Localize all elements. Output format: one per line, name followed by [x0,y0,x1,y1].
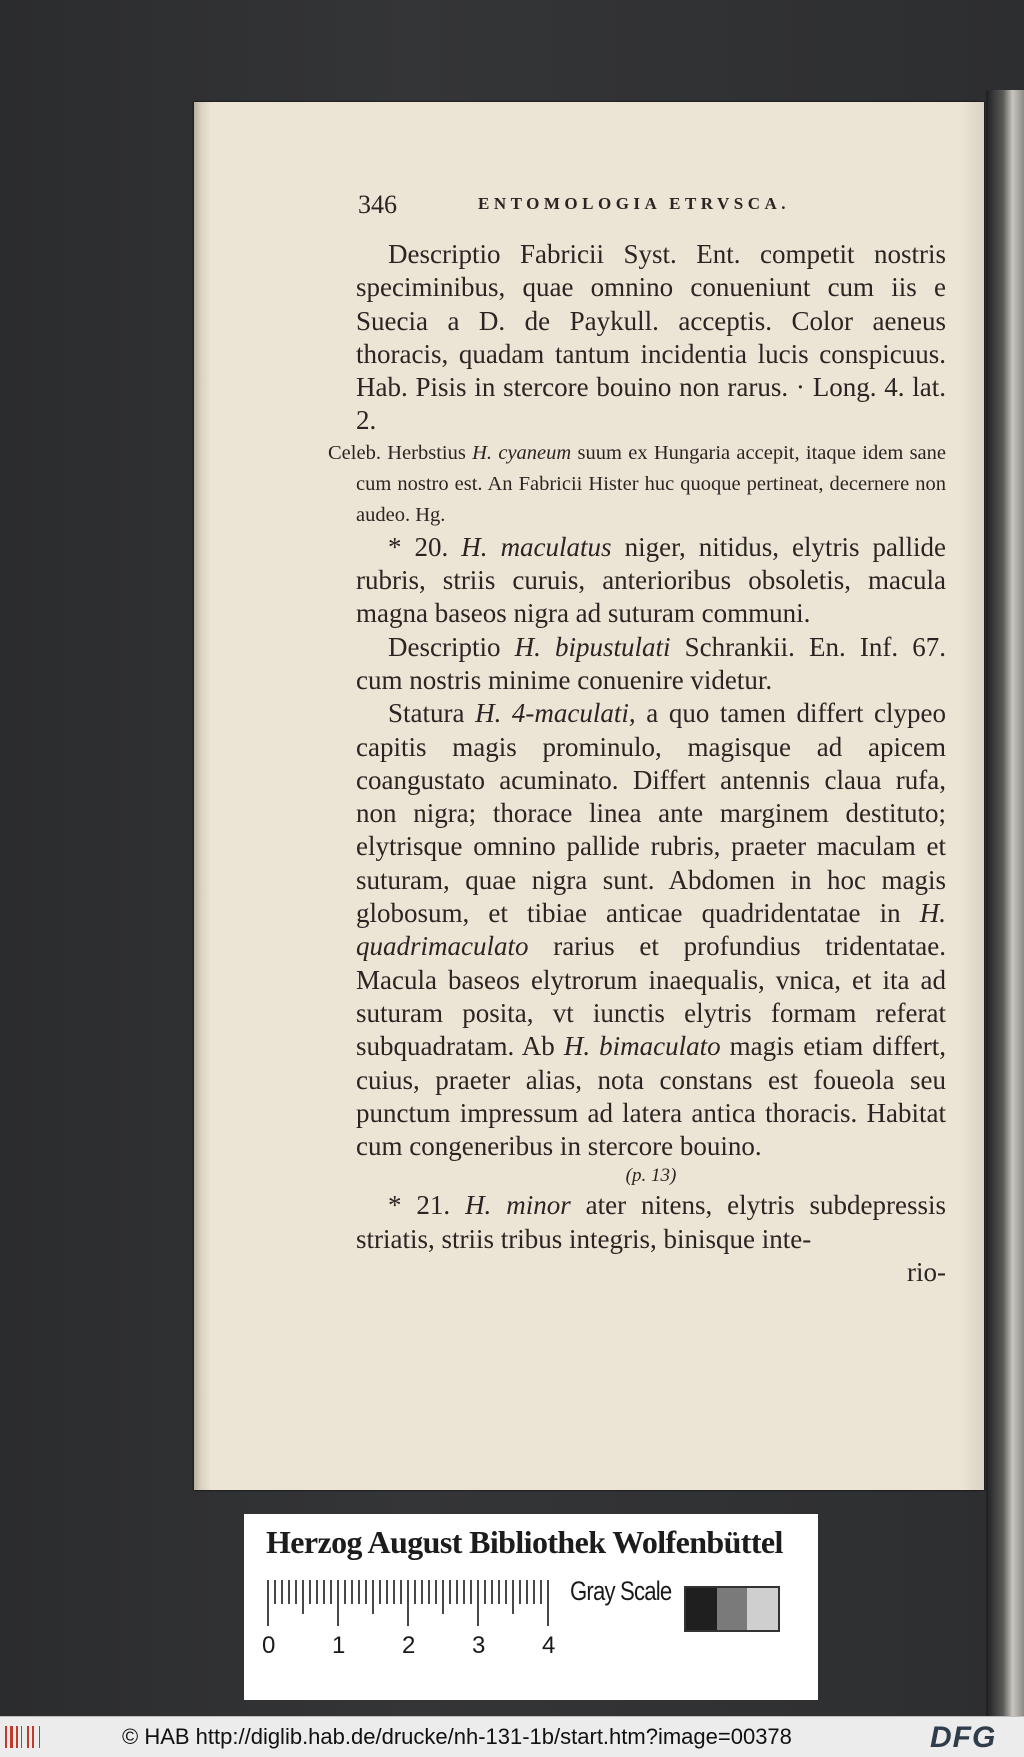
note-text-cont: suum ex Hungaria accepit, itaque idem sane cum nostro est. An Fabricii Hister huc quoque pertineat, decernere non audeo. Hg. [356,441,946,526]
running-head [356,190,946,226]
p4-species-1: H. 4-maculati, [475,698,636,729]
ruler-number-2: 2 [402,1632,416,1659]
p4-species-2: H. quadrimaculato [356,898,946,962]
paragraph-1: Descriptio Fabricii Syst. Ent. competit nostris speciminibus, quae omnino conueniunt cum iis e Suecia a D. de Paykull. acceptis. Color aeneus thoracis, quadam tantum incidentia lucis conspicuus. Hab. Pisis in stercore bouino non rarus. · Long. 4. lat. 2. [356,239,946,436]
p4-text-3: rarius et profundius tridentatae. Macula baseos elytrorum inaequalis, vnica, et ita ad suturam posita, vt iunctis elytris formam referat subquadratam. Ab [356,931,946,1062]
barcode-bar [21,1726,22,1748]
p3-text: Descriptio [388,631,515,662]
paragraph-4 [356,697,946,1163]
barcode-bar [10,1726,13,1748]
library-color-card [244,1514,818,1700]
paragraph-3 [356,631,946,698]
p4-species-3: H. bimaculato [563,1031,721,1062]
ruler-number-0: 0 [262,1632,276,1659]
adjacent-page-edge [986,90,1024,1716]
p4-text-2: a quo tamen differt clypeo capitis magis prominulo, magisque ad apicem coangustato acuminato. Differt antennis claua rufa, non nigra; thorace linea ante marginem destituto; elytrisque omnino pallide rubris, praeter maculam et suturam, quae nigra sunt. Abdomen in hoc magis globosum, et tibiae anticae quadridentatae in [356,698,946,929]
species-entry-21 [356,1189,946,1256]
catchword: rio- [907,1257,946,1288]
species-description-21: ater nitens, elytris subdepressis striatis, striis tribus integris, binisque inte- [356,1190,946,1254]
footnote [328,438,946,531]
gray-swatch-mid [717,1588,748,1630]
copyright-url[interactable]: © HAB http://diglib.hab.de/drucke/nh-131-1b/start.htm?image=00378 [122,1724,792,1749]
status-bar [0,1716,1024,1757]
gray-swatch-dark [686,1588,717,1630]
species-name-21: H. minor [465,1190,571,1221]
page-text-area [328,190,947,1289]
signature-mark: (p. 13) [625,1165,677,1187]
ruler-number-3: 3 [472,1632,486,1659]
barcode-bar [39,1726,40,1748]
gray-swatch-light [747,1588,778,1630]
barcode-bar [5,1726,7,1748]
page-shadow [960,102,984,1490]
barcode-bar [27,1726,29,1748]
barcode-bar [32,1726,34,1748]
dfg-logo: DFG [930,1721,997,1754]
p4-text: Statura [388,698,476,729]
page-number: 346 [358,190,397,219]
p3-species: H. bipustulati [514,631,671,662]
barcode-icon [4,1725,48,1749]
entry-number: * 20. [388,531,462,562]
entry-number-21: * 21. [388,1190,466,1221]
p4-text-4: magis etiam differt, cuius, praeter alias, nota constans est foueola seu punctum impressum ad latera antica thoracis. Habitat cum congeneribus in stercore bouino. [356,1031,946,1162]
ruler-icon [266,1578,550,1628]
note-text: Celeb. Herbstius [328,441,473,464]
ruler-number-1: 1 [332,1632,346,1659]
species-description: niger, nitidus, elytris pallide rubris, striis curuis, anterioribus obsoletis, macula magna baseos nigra ad suturam communi. [356,531,947,629]
p3-text-cont: Schrankii. En. Inf. 67. cum nostris minime conuenire videtur. [356,631,946,695]
body-text [328,238,947,1289]
species-entry-20 [356,531,946,631]
gray-scale-label: Gray Scale [570,1576,672,1606]
library-name: Herzog August Bibliothek Wolfenbüttel [266,1524,783,1560]
running-head-title: ENTOMOLOGIA ETRVSCA. [478,194,791,213]
gray-scale-swatches [684,1586,780,1632]
page-gutter-edge [194,102,210,1490]
barcode-bar [16,1726,18,1748]
note-species: H. cyaneum [472,441,572,464]
species-name: H. maculatus [461,531,612,562]
ruler-number-4: 4 [542,1632,556,1659]
